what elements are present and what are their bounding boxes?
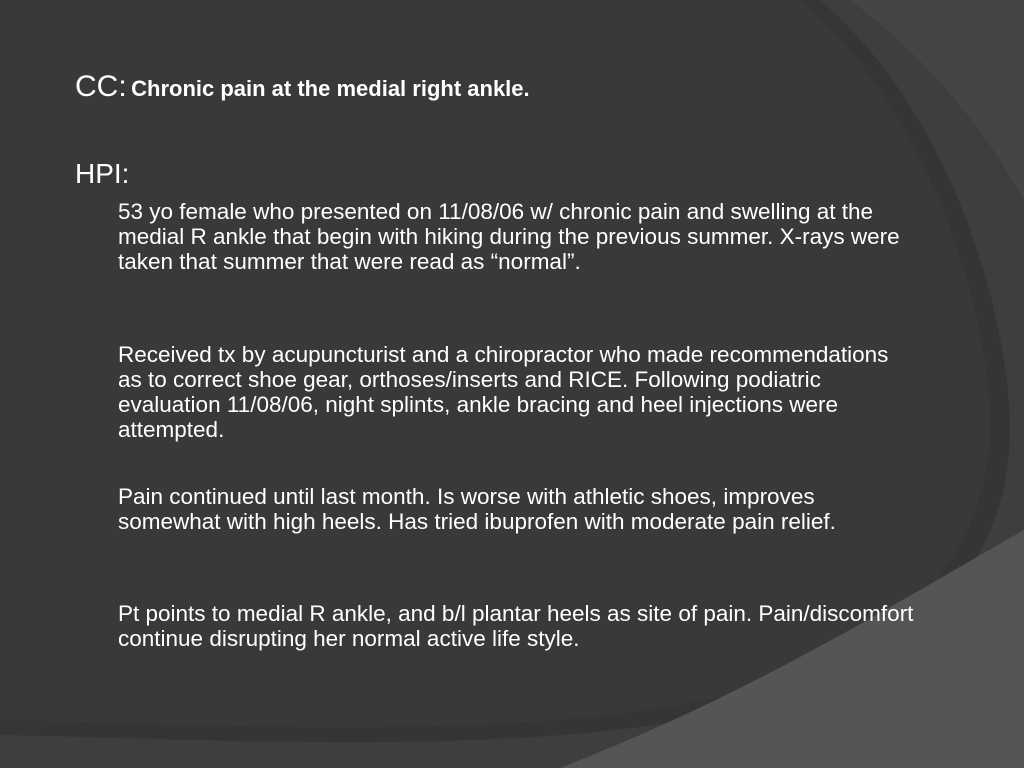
hpi-paragraph-4: Pt points to medial R ankle, and b/l plantar heels as site of pain. Pain/discomfort continue disrupting her normal active life style. <box>118 601 914 651</box>
hpi-label: HPI: <box>75 158 130 189</box>
hpi-paragraph-3: Pain continued until last month. Is worse with athletic shoes, improves somewhat with high heels. Has tried ibuprofen with moderate pain relief. <box>118 484 836 534</box>
cc-text: Chronic pain at the medial right ankle. <box>131 76 530 101</box>
chief-complaint <box>75 70 530 104</box>
hpi-paragraph-2: Received tx by acupuncturist and a chiropractor who made recommendations as to correct shoe gear, orthoses/inserts and RICE. Following podiatric evaluation 11/08/06, night splints, ankle bracing and heel injections were attempted. <box>118 342 889 442</box>
cc-label: CC: <box>75 70 127 103</box>
hpi-paragraph-1: 53 yo female who presented on 11/08/06 w/ chronic pain and swelling at the medial R ankle that begin with hiking during the previous summer. X-rays were taken that summer that were read as “normal”. <box>118 199 900 274</box>
